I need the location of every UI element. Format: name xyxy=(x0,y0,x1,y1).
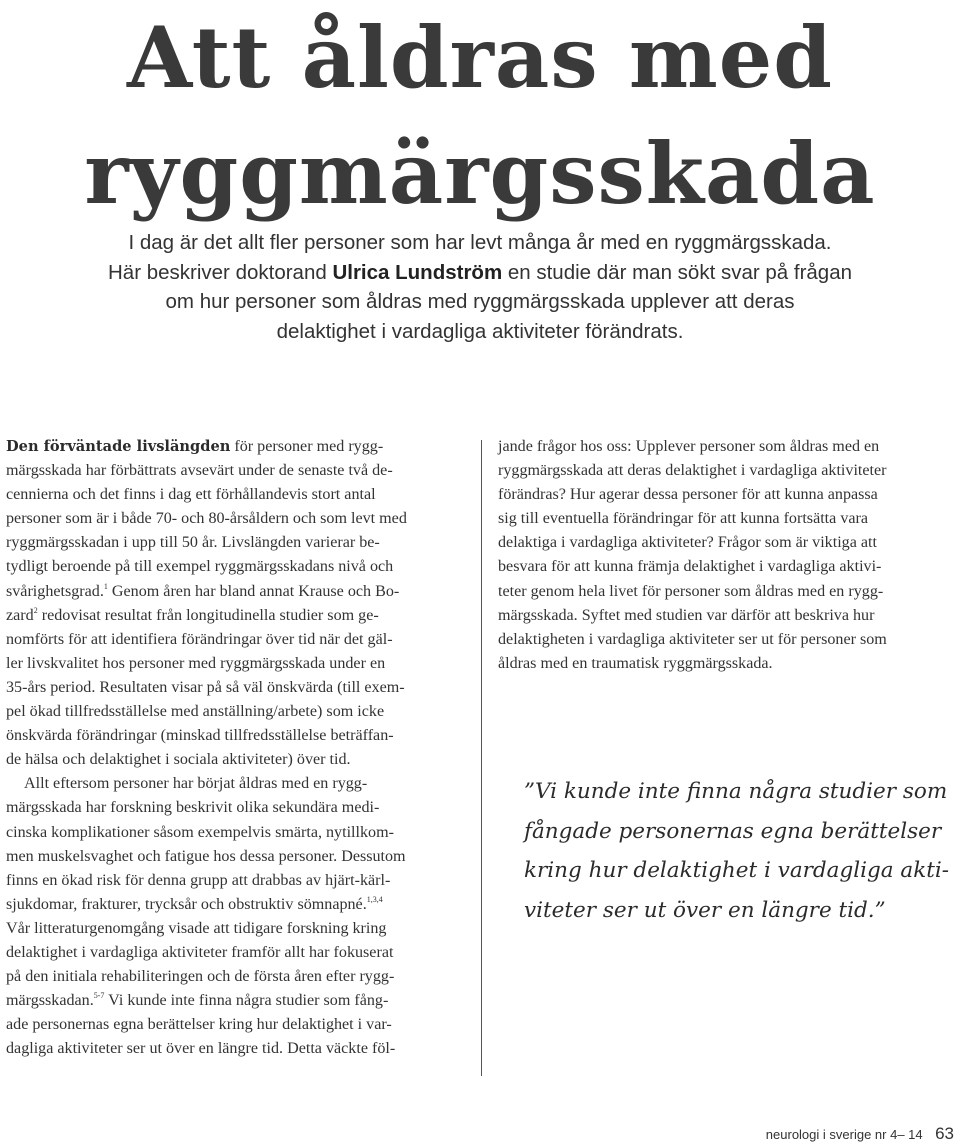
body-line: Allt eftersom personer har börjat åldras med en rygg- xyxy=(24,775,368,793)
author-name: Ulrica Lundström xyxy=(332,260,503,284)
page-footer xyxy=(766,1124,954,1144)
body-line: teter genom hela livet för personer som åldras med en rygg- xyxy=(498,582,884,600)
title-line-2: ryggmärgsskada xyxy=(84,124,876,223)
body-line: märgsskada. Syftet med studien var därför att beskriva hur xyxy=(498,606,875,624)
body-line: åldras med en traumatisk ryggmärgsskada. xyxy=(498,654,773,672)
body-line: önskvärda förändringar (minskad tillfredsställelse beträffan- xyxy=(6,727,394,745)
intro-line-3: om hur personer som åldras med ryggmärgsskada upplever att deras xyxy=(165,290,795,313)
body-line: ryggmärgsskadan i upp till 50 år. Livslängden varierar be- xyxy=(6,534,380,552)
right-column xyxy=(498,435,960,676)
body-line: ade personernas egna berättelser kring hur delaktighet i var- xyxy=(6,1016,392,1034)
title-line-1: Att åldras med xyxy=(127,8,833,107)
left-column xyxy=(6,435,466,1061)
column-divider xyxy=(481,440,482,1076)
body-line: besvara för att kunna främja delaktighet i vardagliga aktivi- xyxy=(498,558,882,576)
intro-line-4: delaktighet i vardagliga aktiviteter förändrats. xyxy=(276,319,684,343)
body-line: på den initiala rehabiliteringen och de första åren efter rygg- xyxy=(6,968,395,986)
body-line: 35-års period. Resultaten visar på så väl önskvärda (till exem- xyxy=(6,678,405,696)
body-line: delaktighet i vardagliga aktiviteter framför allt har fokuserat xyxy=(6,943,394,961)
body-line: förändras? Hur agerar dessa personer för att kunna anpassa xyxy=(498,486,878,504)
citation: 2 xyxy=(33,605,38,615)
body-line: finns en ökad risk för denna grupp att drabbas av hjärt-kärl- xyxy=(6,871,391,889)
body-line: märgsskada har förbättrats avsevärt under de senaste två de- xyxy=(6,462,393,480)
citation: 1 xyxy=(103,581,108,591)
body-line: sig till eventuella förändringar för att kunna fortsätta vara xyxy=(498,510,869,528)
quote-line: fångade personernas egna berättelser xyxy=(524,818,942,844)
body-line: de hälsa och delaktighet i sociala aktiviteter) över tid. xyxy=(6,751,351,769)
body-line: sjukdomar, frakturer, trycksår och obstruktiv sömnapné.$^{1,3,4}$ xyxy=(6,894,383,913)
quote-line: ”Vi kunde inte finna några studier som xyxy=(524,779,948,804)
body-line: tydligt beroende på till exempel ryggmärgsskadans nivå och xyxy=(6,558,394,576)
body-line: ryggmärgsskada att deras delaktighet i vardagliga aktiviteter xyxy=(498,462,887,480)
body-line: nomförts för att identifiera förändringar över tid när det gäl- xyxy=(6,630,393,648)
body-line: delaktiga i vardagliga aktiviteter? Frågor som är viktiga att xyxy=(498,534,877,552)
quote-line: viteter ser ut över en längre tid.” xyxy=(524,897,886,923)
pull-quote xyxy=(524,772,950,930)
article-intro xyxy=(40,228,920,346)
publication-name: neurologi i sverige nr 4– 14 xyxy=(765,1127,923,1142)
body-line: Den förväntade livslängden för personer med rygg- xyxy=(6,438,384,455)
citation: 5-7 xyxy=(93,991,105,1001)
citation: 1,3,4 xyxy=(366,894,383,904)
lead-in: Den förväntade livslängden xyxy=(6,438,231,455)
body-line: ler livskvalitet hos personer med ryggmärgsskada under en xyxy=(6,654,386,672)
article-title xyxy=(0,0,960,232)
body-line: dagliga aktiviteter ser ut över en längre tid. Detta väckte föl- xyxy=(6,1040,396,1058)
body-line: cinska komplikationer såsom exempelvis smärta, nytillkom- xyxy=(6,823,394,841)
intro-line-2: Här beskriver doktorand Ulrica Lundström en studie där man sökt svar på frågan xyxy=(107,260,853,284)
quote-line: kring hur delaktighet i vardagliga akti- xyxy=(524,858,950,883)
body-line: personer som är i både 70- och 80-årsåldern och som levt med xyxy=(6,510,407,528)
body-line: pel ökad tillfredsställelse med anställning/arbete) som icke xyxy=(6,703,385,721)
body-line: jande frågor hos oss: Upplever personer som åldras med en xyxy=(498,438,880,455)
body-line: Vår litteraturgenomgång visade att tidigare forskning kring xyxy=(6,919,387,937)
page-number: 63 xyxy=(935,1124,954,1143)
body-line: svårighetsgrad.$^1$ Genom åren har bland annat Krause och Bo- xyxy=(6,581,400,600)
body-line: märgsskada har forskning beskrivit olika sekundära medi- xyxy=(6,799,380,817)
body-line: cennierna och det finns i dag ett förhållandevis stort antal xyxy=(6,486,376,504)
body-line: zard$^2$ redovisat resultat från longitudinella studier som ge- xyxy=(6,605,379,624)
body-line: men muskelsvaghet och fatigue hos dessa personer. Dessutom xyxy=(6,847,406,865)
intro-line-1: I dag är det allt fler personer som har levt många år med en ryggmärgsskada. xyxy=(128,231,832,254)
body-line: märgsskadan.$^{5-7}$ Vi kunde inte finna några studier som fång- xyxy=(6,991,389,1010)
body-line: delaktigheten i vardagliga aktiviteter ser ut för personer som xyxy=(498,630,887,648)
